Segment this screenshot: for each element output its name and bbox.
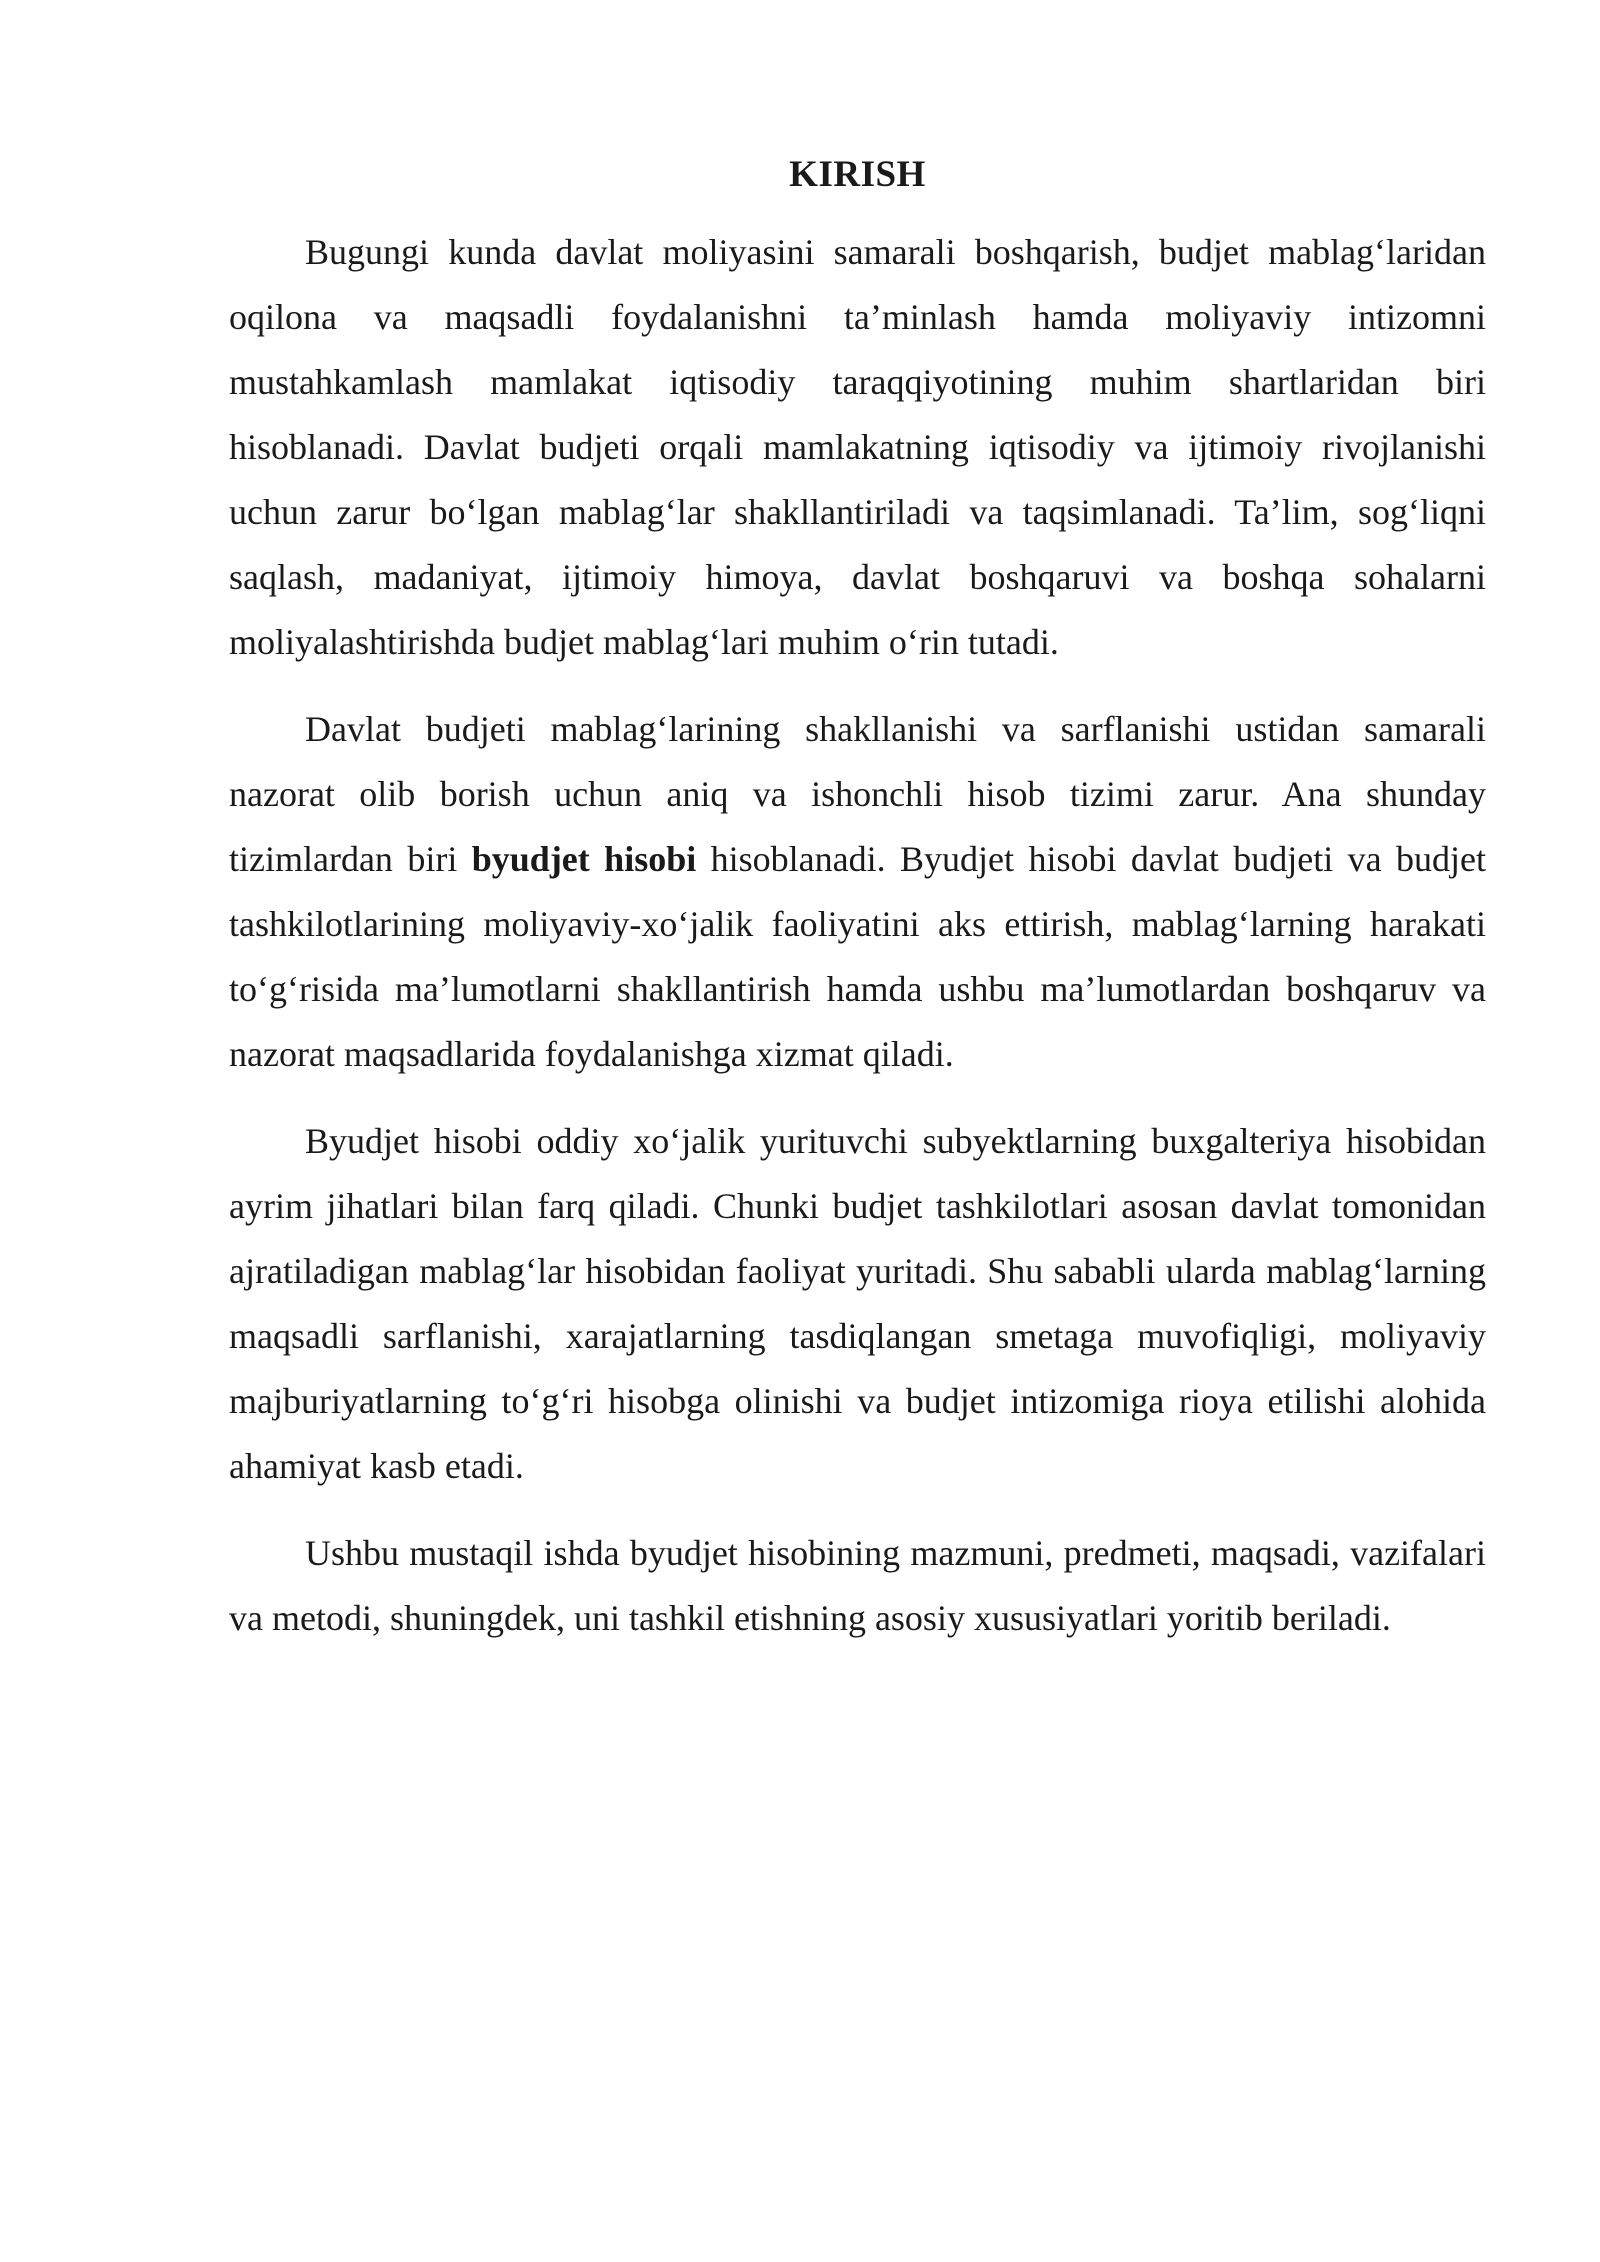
paragraph-scope: Ushbu mustaqil ishda byudjet hisobining mazmuni, predmeti, maqsadi, vazifalari va metodi, shuningdek, uni tashkil etishning asosiy xususiyatlari yoritib beriladi.: [229, 1533, 1486, 1638]
document-page: [229, 150, 1486, 1673]
paragraph-intro: Bugungi kunda davlat moliyasini samarali boshqarish, budjet mablag‘laridan oqilona va maqsadli foydalanishni ta’minlash hamda moliyaviy intizomni mustahkamlash mamlakat iqtisodiy taraqqiyotining muhim shartlaridan biri hisoblanadi. Davlat budjeti orqali mamlakatning iqtisodiy va ijtimoiy rivojlanishi uchun zarur bo‘lgan mablag‘lar shakllantiriladi va taqsimlanadi. Ta’lim, sog‘liqni saqlash, madaniyat, ijtimoiy himoya, davlat boshqaruvi va boshqa sohalarni moliyalashtirishda budjet mablag‘lari muhim o‘rin tutadi.: [229, 232, 1486, 662]
paragraph-budget-accounting: [229, 697, 1486, 1087]
bold-term: byudjet hisobi: [471, 839, 697, 879]
paragraph-text-after: hisoblanadi. Byudjet hisobi davlat budjeti va budjet tashkilotlarining moliyaviy-xo‘jalik faoliyatini aks ettirish, mablag‘larning harakati to‘g‘risida ma’lumotlarni shakllantirish hamda ushbu ma’lumotlardan boshqaruv va nazorat maqsadlarida foydalanishga xizmat qiladi.: [229, 839, 1487, 1074]
section-title: KIRISH: [789, 154, 926, 195]
paragraph-differences: Byudjet hisobi oddiy xo‘jalik yurituvchi subyektlarning buxgalteriya hisobidan ayrim jihatlari bilan farq qiladi. Chunki budjet tashkilotlari asosan davlat tomonidan ajratiladigan mablag‘lar hisobidan faoliyat yuritadi. Shu sababli ularda mablag‘larning maqsadli sarflanishi, xarajatlarning tasdiqlangan smetaga muvofiqligi, moliyaviy majburiyatlarning to‘g‘ri hisobga olinishi va budjet intizomiga rioya etilishi alohida ahamiyat kasb etadi.: [229, 1121, 1486, 1486]
paragraph-text-before: Davlat budjeti mablag‘larining shakllanishi va sarflanishi ustidan samarali nazorat olib borish uchun aniq va ishonchli hisob tizimi zarur. Ana shunday tizimlardan biri: [229, 709, 1486, 879]
